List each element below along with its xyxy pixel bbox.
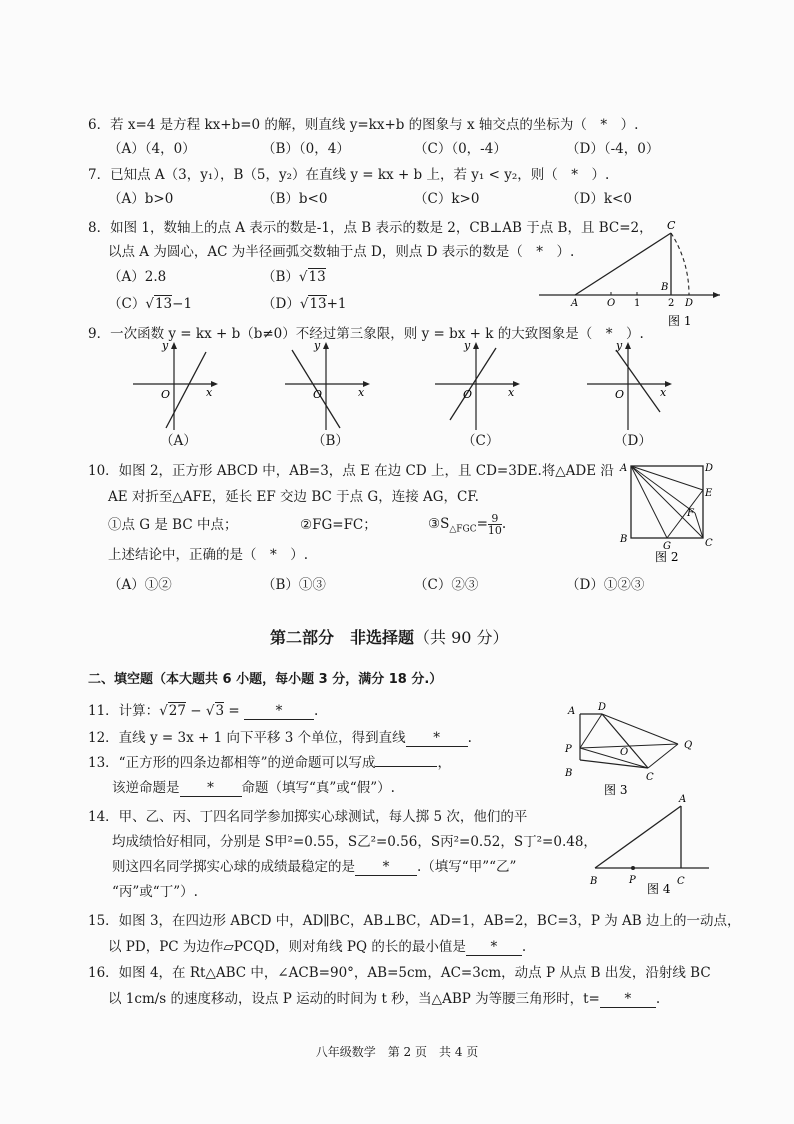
q10-c3-sub: △FGC — [449, 524, 477, 535]
q14-line3-tail: .（填写“甲”“乙” — [417, 859, 517, 875]
fig4-label-c: C — [677, 876, 685, 887]
q8-option-d: （D）√13+1 — [262, 296, 347, 312]
q10-stem-line4: 上述结论中，正确的是（ * ）. — [108, 547, 309, 563]
fig4-label-a: A — [679, 794, 687, 805]
q16-line2 — [108, 990, 660, 1008]
q8-option-b-radicand: 13 — [308, 269, 326, 285]
q10-c3-den: 10 — [487, 524, 502, 537]
fig1-label-o: O — [607, 298, 616, 309]
fig1-label-b: B — [661, 282, 669, 293]
fig1-label-a: A — [571, 298, 579, 309]
figure-4 — [585, 792, 715, 900]
q6-stem: 6．若 x=4 是方程 kx+b=0 的解，则直线 y=kx+b 的图象与 x 轴交点的坐标为（ * ）. — [88, 117, 639, 133]
q15-answer-blank[interactable]: * — [466, 939, 522, 956]
q9-label-c: （C） — [462, 433, 500, 449]
q7-option-d: （D）k<0 — [566, 191, 632, 207]
q9d-x-label: x — [660, 386, 667, 399]
q15-line1: 15．如图 3，在四边形 ABCD 中，AD∥BC，AB⊥BC，AD=1，AB=2，BC=3，P 为 AB 边上的一动点， — [88, 913, 741, 929]
q7-option-b: （B）b<0 — [262, 191, 328, 207]
q15-line2-prefix: 以 PD，PC 为边作▱PCQD，则对角线 PQ 的长的最小值是 — [108, 939, 466, 955]
q16-tail: . — [655, 991, 661, 1007]
q9c-x-label: x — [508, 386, 515, 399]
fig2-label-e: E — [705, 488, 713, 499]
q9d-line — [616, 350, 660, 412]
fig2-label-b: B — [620, 534, 628, 545]
fig2-label-d: D — [705, 463, 714, 474]
q15-line2 — [108, 938, 526, 956]
q11-eq: = — [224, 703, 244, 719]
q16-line1: 16．如图 4，在 Rt△ABC 中，∠ACB=90°，AB=5cm，AC=3cm，动点 P 从点 B 出发，沿射线 BC — [88, 965, 711, 981]
fig3-label-p: P — [565, 744, 572, 755]
q16-line2-prefix: 以 1cm/s 的速度移动，设点 P 运动的时间为 t 秒，当△ABP 为等腰三角形时，t= — [108, 991, 600, 1007]
fig2-label-c: C — [705, 538, 713, 549]
q8-option-b-label: （B） — [262, 269, 299, 285]
fig3-label-q: Q — [684, 740, 693, 751]
q8-option-c-label: （C） — [108, 296, 146, 312]
q16-answer-blank[interactable]: * — [600, 991, 656, 1008]
q10-c3-eq: = — [476, 516, 488, 532]
q11-answer-blank[interactable]: * — [244, 703, 314, 720]
q7-option-a: （A）b>0 — [108, 191, 174, 207]
q10-option-c: （C）②③ — [414, 577, 479, 593]
fig3-label-a: A — [568, 706, 576, 717]
fig4-caption: 图 4 — [647, 882, 671, 896]
fig3-label-o: O — [620, 747, 629, 758]
q9c-y-arrow — [473, 342, 479, 349]
q9a-y-arrow — [171, 342, 177, 349]
q9a-x-label: x — [206, 386, 213, 399]
q7-stem: 7．已知点 A（3，y₁），B（5，y₂）在直线 y = kx + b 上，若 y₁ < y₂，则（ * ）. — [88, 167, 610, 183]
fig4-label-b: B — [590, 876, 598, 887]
q13-line2-tail: 命题（填写“真”或“假”）. — [241, 780, 395, 796]
section2-title: 二、填空题（本大题共 6 小题，每小题 3 分，满分 18 分.） — [88, 672, 443, 687]
q10-stem-line1: 10．如图 2，正方形 ABCD 中，AB=3，点 E 在边 CD 上，且 CD=3DE.将△ADE 沿 — [88, 463, 614, 479]
part2-title: 第二部分 非选择题 — [270, 628, 415, 647]
q6-option-c: （C）（0，-4） — [414, 141, 507, 157]
fig1-arrow — [713, 292, 720, 298]
fig1-caption: 图 1 — [668, 314, 692, 328]
q10-c3-fraction — [488, 513, 502, 536]
q9b-origin: O — [313, 388, 323, 401]
q12-text: 12．直线 y = 3x + 1 向下平移 3 个单位，得到直线 — [88, 730, 406, 746]
fig2-label-f: F — [687, 508, 694, 519]
q10-conclusion-2: ②FG=FC； — [300, 517, 377, 533]
q8-option-c-radicand: 13 — [154, 296, 173, 312]
q11-prefix: 11．计算： — [88, 703, 160, 719]
fig2-ac — [631, 466, 703, 538]
q13-answer-blank-2[interactable]: * — [180, 780, 242, 797]
q12-tail: . — [467, 730, 472, 746]
figure-3 — [560, 700, 710, 800]
q9d-y-arrow — [625, 342, 631, 349]
q10-option-d: （D）①②③ — [566, 577, 645, 593]
q10-c3-num: 9 — [488, 513, 502, 525]
fig3-label-d: D — [598, 702, 607, 713]
fig3-dq — [602, 714, 678, 744]
figure-2 — [615, 458, 725, 568]
q11: 11．计算：√27 − √3 = * . — [88, 703, 319, 719]
q8-option-b: （B）√13 — [262, 269, 326, 285]
fig3-dc — [602, 714, 648, 768]
fig4-point-p — [631, 866, 635, 870]
q12-answer-blank[interactable]: * — [406, 730, 468, 747]
q9b-x-label: x — [358, 386, 365, 399]
q11-minus: − — [185, 703, 206, 719]
q14-line2: 均成绩恰好相同，分别是 S甲²=0.55，S乙²=0.56，S丙²=0.52，S丁²=0.48， — [112, 834, 597, 850]
q9-label-a: （A） — [160, 433, 197, 449]
fig2-caption: 图 2 — [655, 550, 679, 564]
fig1-label-c: C — [667, 219, 676, 232]
fig3-cq — [648, 744, 678, 768]
q6-option-a: （A）（4，0） — [108, 141, 196, 157]
q8-option-d-tail: +1 — [326, 296, 347, 312]
q10-c3-dot: . — [501, 516, 507, 532]
q9c-y-label: y — [464, 340, 471, 352]
q12 — [88, 729, 472, 747]
q13-answer-blank-1[interactable] — [375, 766, 437, 767]
q8-stem-line2: 以点 A 为圆心，AC 为半径画弧交数轴于点 D，则点 D 表示的数是（ * ）. — [108, 244, 575, 260]
q13-line1 — [88, 754, 451, 772]
q6-option-d: （D）（-4，0） — [566, 141, 660, 157]
fig3-pq — [580, 744, 678, 748]
fig2-label-g: G — [663, 541, 671, 552]
q14-answer-blank[interactable]: * — [355, 859, 417, 876]
part2-heading — [270, 625, 509, 648]
q8-stem-line1: 8．如图 1，数轴上的点 A 表示的数是-1，点 B 表示的数是 2，CB⊥AB 于点 B，且 BC=2， — [88, 220, 653, 236]
fig3-pc — [580, 748, 648, 768]
q6-option-b: （B）（0，4） — [262, 141, 350, 157]
q13-line2 — [112, 779, 395, 797]
q10-option-b: （B）①③ — [262, 577, 326, 593]
q14-line1: 14．甲、乙、丙、丁四名同学参加掷实心球测试，每人掷 5 次，他们的平 — [88, 809, 528, 825]
q13-text: 13．“正方形的四条边都相等”的逆命题可以写成 — [88, 755, 376, 771]
figure-1 — [535, 218, 730, 330]
q10-conclusion-1: ①点 G 是 BC 中点； — [108, 517, 238, 533]
fig2-ag — [631, 466, 667, 538]
q9-label-d: （D） — [614, 433, 652, 449]
q11-tail: . — [314, 703, 319, 719]
q7-option-c: （C）k>0 — [414, 191, 480, 207]
q15-tail: . — [521, 939, 527, 955]
q14-line3 — [112, 858, 516, 876]
fig1-label-2: 2 — [668, 298, 675, 309]
q8-option-d-label: （D） — [262, 296, 300, 312]
q9a-line — [166, 352, 206, 428]
q9b-y-arrow — [323, 342, 329, 349]
fig4-ab — [595, 806, 681, 868]
fig4-label-p: P — [629, 875, 636, 886]
fig3-bc — [580, 760, 648, 768]
q11-radicand-2: 3 — [215, 703, 225, 719]
q10-stem-line2: AE 对折至△AFE，延长 EF 交边 BC 于点 G，连接 AG，CF. — [108, 489, 479, 505]
fig3-pd — [580, 714, 602, 748]
q8-option-d-radicand: 13 — [309, 296, 327, 312]
q9a-y-label: y — [162, 340, 169, 352]
q8-option-c-tail: −1 — [172, 296, 193, 312]
fig3-label-b: B — [565, 768, 573, 779]
q9b-y-label: y — [314, 340, 321, 352]
fig2-eg — [667, 490, 703, 538]
fig1-segment-ac — [575, 233, 671, 295]
q9a-origin: O — [161, 388, 171, 401]
fig1-label-d: D — [685, 298, 694, 309]
q8-option-c: （C）√13−1 — [108, 296, 193, 312]
q9d-y-label: y — [616, 340, 623, 352]
q10-option-a: （A）①② — [108, 577, 172, 593]
part2-score: （共 90 分） — [414, 628, 509, 647]
fig1-label-1: 1 — [634, 298, 641, 309]
q13-tail1: ， — [437, 755, 451, 771]
fig2-ae — [631, 466, 703, 490]
q14-line4: “丙”或“丁”）. — [112, 884, 198, 900]
q9c-origin: O — [463, 388, 473, 401]
page-footer: 八年级数学 第 2 页 共 4 页 — [315, 1045, 479, 1059]
q13-line2-prefix: 该逆命题是 — [112, 780, 180, 796]
q9-label-b: （B） — [312, 433, 349, 449]
fig2-af — [631, 466, 695, 513]
fig3-label-c: C — [646, 772, 654, 783]
fig3-caption: 图 3 — [604, 783, 628, 797]
fig2-label-a: A — [620, 463, 628, 474]
q10-c3-prefix: ③S — [428, 516, 450, 532]
q9d-origin: O — [615, 388, 625, 401]
q9-stem: 9．一次函数 y = kx + b（b≠0）不经过第三象限，则 y = bx + k 的大致图象是（ * ）. — [88, 326, 644, 342]
fig1-arc — [671, 233, 689, 295]
q14-line3-prefix: 则这四名同学掷实心球的成绩最稳定的是 — [112, 859, 355, 875]
q8-option-a: （A）2.8 — [108, 269, 167, 285]
q11-radicand-1: 27 — [168, 703, 186, 719]
q10-conclusion-3 — [428, 510, 506, 544]
